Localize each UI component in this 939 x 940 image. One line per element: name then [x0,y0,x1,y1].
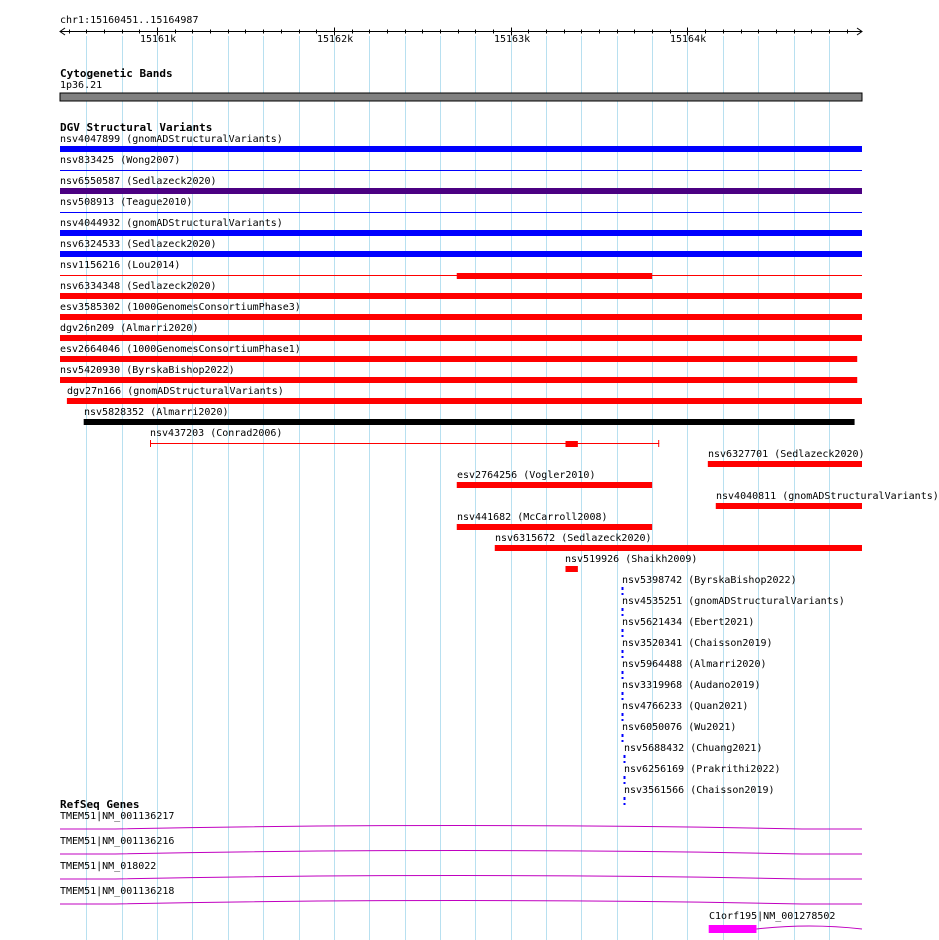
variant-label[interactable]: esv2764256 (Vogler2010) [457,470,596,481]
variant-label[interactable]: nsv6334348 (Sedlazeck2020) [60,281,217,292]
gene-line [60,876,862,880]
refseq-track-title[interactable]: RefSeq Genes [60,798,140,811]
cytobands-track-title[interactable]: Cytogenetic Bands [60,67,173,80]
variant-label[interactable]: nsv6550587 (Sedlazeck2020) [60,176,217,187]
variant-label[interactable]: nsv4535251 (gnomADStructuralVariants) [622,596,845,607]
ruler-tick-label: 15163k [494,34,531,45]
gene-intron [756,926,862,929]
variant-label[interactable]: nsv6050076 (Wu2021) [622,722,737,733]
variant-label[interactable]: nsv5621434 (Ebert2021) [622,617,755,628]
variant-bar [60,230,862,236]
variant-bar [60,188,862,194]
gene-line [60,901,862,905]
gene-line [60,826,862,830]
ruler-tick-label: 15161k [140,34,177,45]
variant-label[interactable]: nsv5688432 (Chuang2021) [624,743,763,754]
variant-label[interactable]: nsv3319968 (Audano2019) [622,680,761,691]
variant-bar [457,482,652,488]
variant-bar [60,356,857,362]
variant-label[interactable]: nsv5420930 (ByrskaBishop2022) [60,365,235,376]
gene-exon [709,925,757,933]
variant-label[interactable]: nsv5398742 (ByrskaBishop2022) [622,575,797,586]
variant-label[interactable]: esv3585302 (1000GenomesConsortiumPhase3) [60,302,301,313]
ruler-tick-label: 15162k [317,34,354,45]
variant-label[interactable]: nsv6324533 (Sedlazeck2020) [60,239,217,250]
variant-label[interactable]: dgv26n209 (Almarri2020) [60,323,199,334]
variant-bar [60,314,862,320]
cytoband-bar [60,93,862,101]
variant-inner-bar [565,441,577,447]
variant-label[interactable]: nsv5828352 (Almarri2020) [84,407,229,418]
variant-bar [708,461,862,467]
variant-bar [84,419,855,425]
variant-label[interactable]: nsv833425 (Wong2007) [60,155,181,166]
gene-line [60,851,862,855]
variant-label[interactable]: nsv441682 (McCarroll2008) [457,512,608,523]
variant-bar [716,503,862,509]
variant-label[interactable]: dgv27n166 (gnomADStructuralVariants) [67,386,284,397]
variant-label[interactable]: esv2664046 (1000GenomesConsortiumPhase1) [60,344,301,355]
variant-label[interactable]: nsv4044932 (gnomADStructuralVariants) [60,218,283,229]
variant-bar [67,398,862,404]
variant-bar [60,146,862,152]
ruler-tick-label: 15164k [670,34,707,45]
gene-label[interactable]: TMEM51|NM_001136218 [60,886,175,897]
variant-label[interactable]: nsv1156216 (Lou2014) [60,260,181,271]
variant-bar [565,566,577,572]
cytoband-label: 1p36.21 [60,80,103,91]
variant-bar [60,335,862,341]
variant-inner-bar [457,273,652,279]
variant-label[interactable]: nsv6315672 (Sedlazeck2020) [495,533,652,544]
variant-label[interactable]: nsv6327701 (Sedlazeck2020) [708,449,865,460]
variant-label[interactable]: nsv3520341 (Chaisson2019) [622,638,773,649]
variant-label[interactable]: nsv4766233 (Quan2021) [622,701,749,712]
dgv-track-title[interactable]: DGV Structural Variants [60,121,213,134]
gene-label[interactable]: TMEM51|NM_018022 [60,861,157,872]
variant-bar [495,545,862,551]
variant-label[interactable]: nsv4047899 (gnomADStructuralVariants) [60,134,283,145]
gene-label[interactable]: TMEM51|NM_001136217 [60,811,175,822]
variant-label[interactable]: nsv437203 (Conrad2006) [150,428,283,439]
variant-label[interactable]: nsv6256169 (Prakrithi2022) [624,764,781,775]
gene-label[interactable]: TMEM51|NM_001136216 [60,836,175,847]
gene-label[interactable]: C1orf195|NM_001278502 [709,911,836,922]
variant-bar [60,293,862,299]
variant-bar [60,251,862,257]
variant-label[interactable]: nsv508913 (Teague2010) [60,197,193,208]
region-label: chr1:15160451..15164987 [60,15,199,26]
variant-label[interactable]: nsv4040811 (gnomADStructuralVariants) [716,491,939,502]
variant-label[interactable]: nsv3561566 (Chaisson2019) [624,785,775,796]
variant-bar [60,377,857,383]
variant-label[interactable]: nsv519926 (Shaikh2009) [565,554,698,565]
variant-bar [457,524,652,530]
variant-label[interactable]: nsv5964488 (Almarri2020) [622,659,767,670]
